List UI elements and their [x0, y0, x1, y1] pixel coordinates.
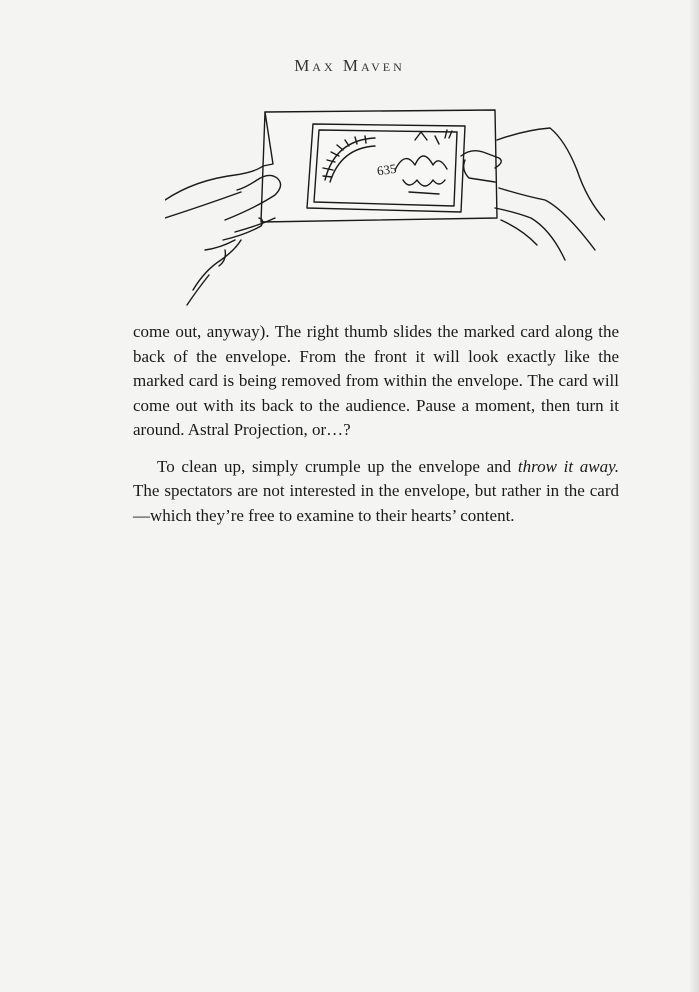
card-number-label: 635 — [375, 160, 398, 179]
paragraph-1: come out, anyway). The right thumb slides the marked card along the back of the envelope. From the front it will look exactly like the marked card is being removed from within the envelope. The card will come out with its back to the audience. Pause a moment, then turn it around. Astral Projection, or…? — [133, 322, 619, 439]
paragraph-2: To clean up, simply crumple up the envelope and throw it away. The spectators are not interested in the envelope, but rather in the card—which they’re free to examine to their hearts’ content. — [133, 456, 619, 525]
page-edge-shadow — [689, 0, 699, 992]
hands-envelope-illustration — [165, 100, 605, 315]
running-header: Max Maven — [294, 56, 405, 75]
left-hand-shape — [165, 166, 263, 200]
body-text — [133, 320, 619, 528]
